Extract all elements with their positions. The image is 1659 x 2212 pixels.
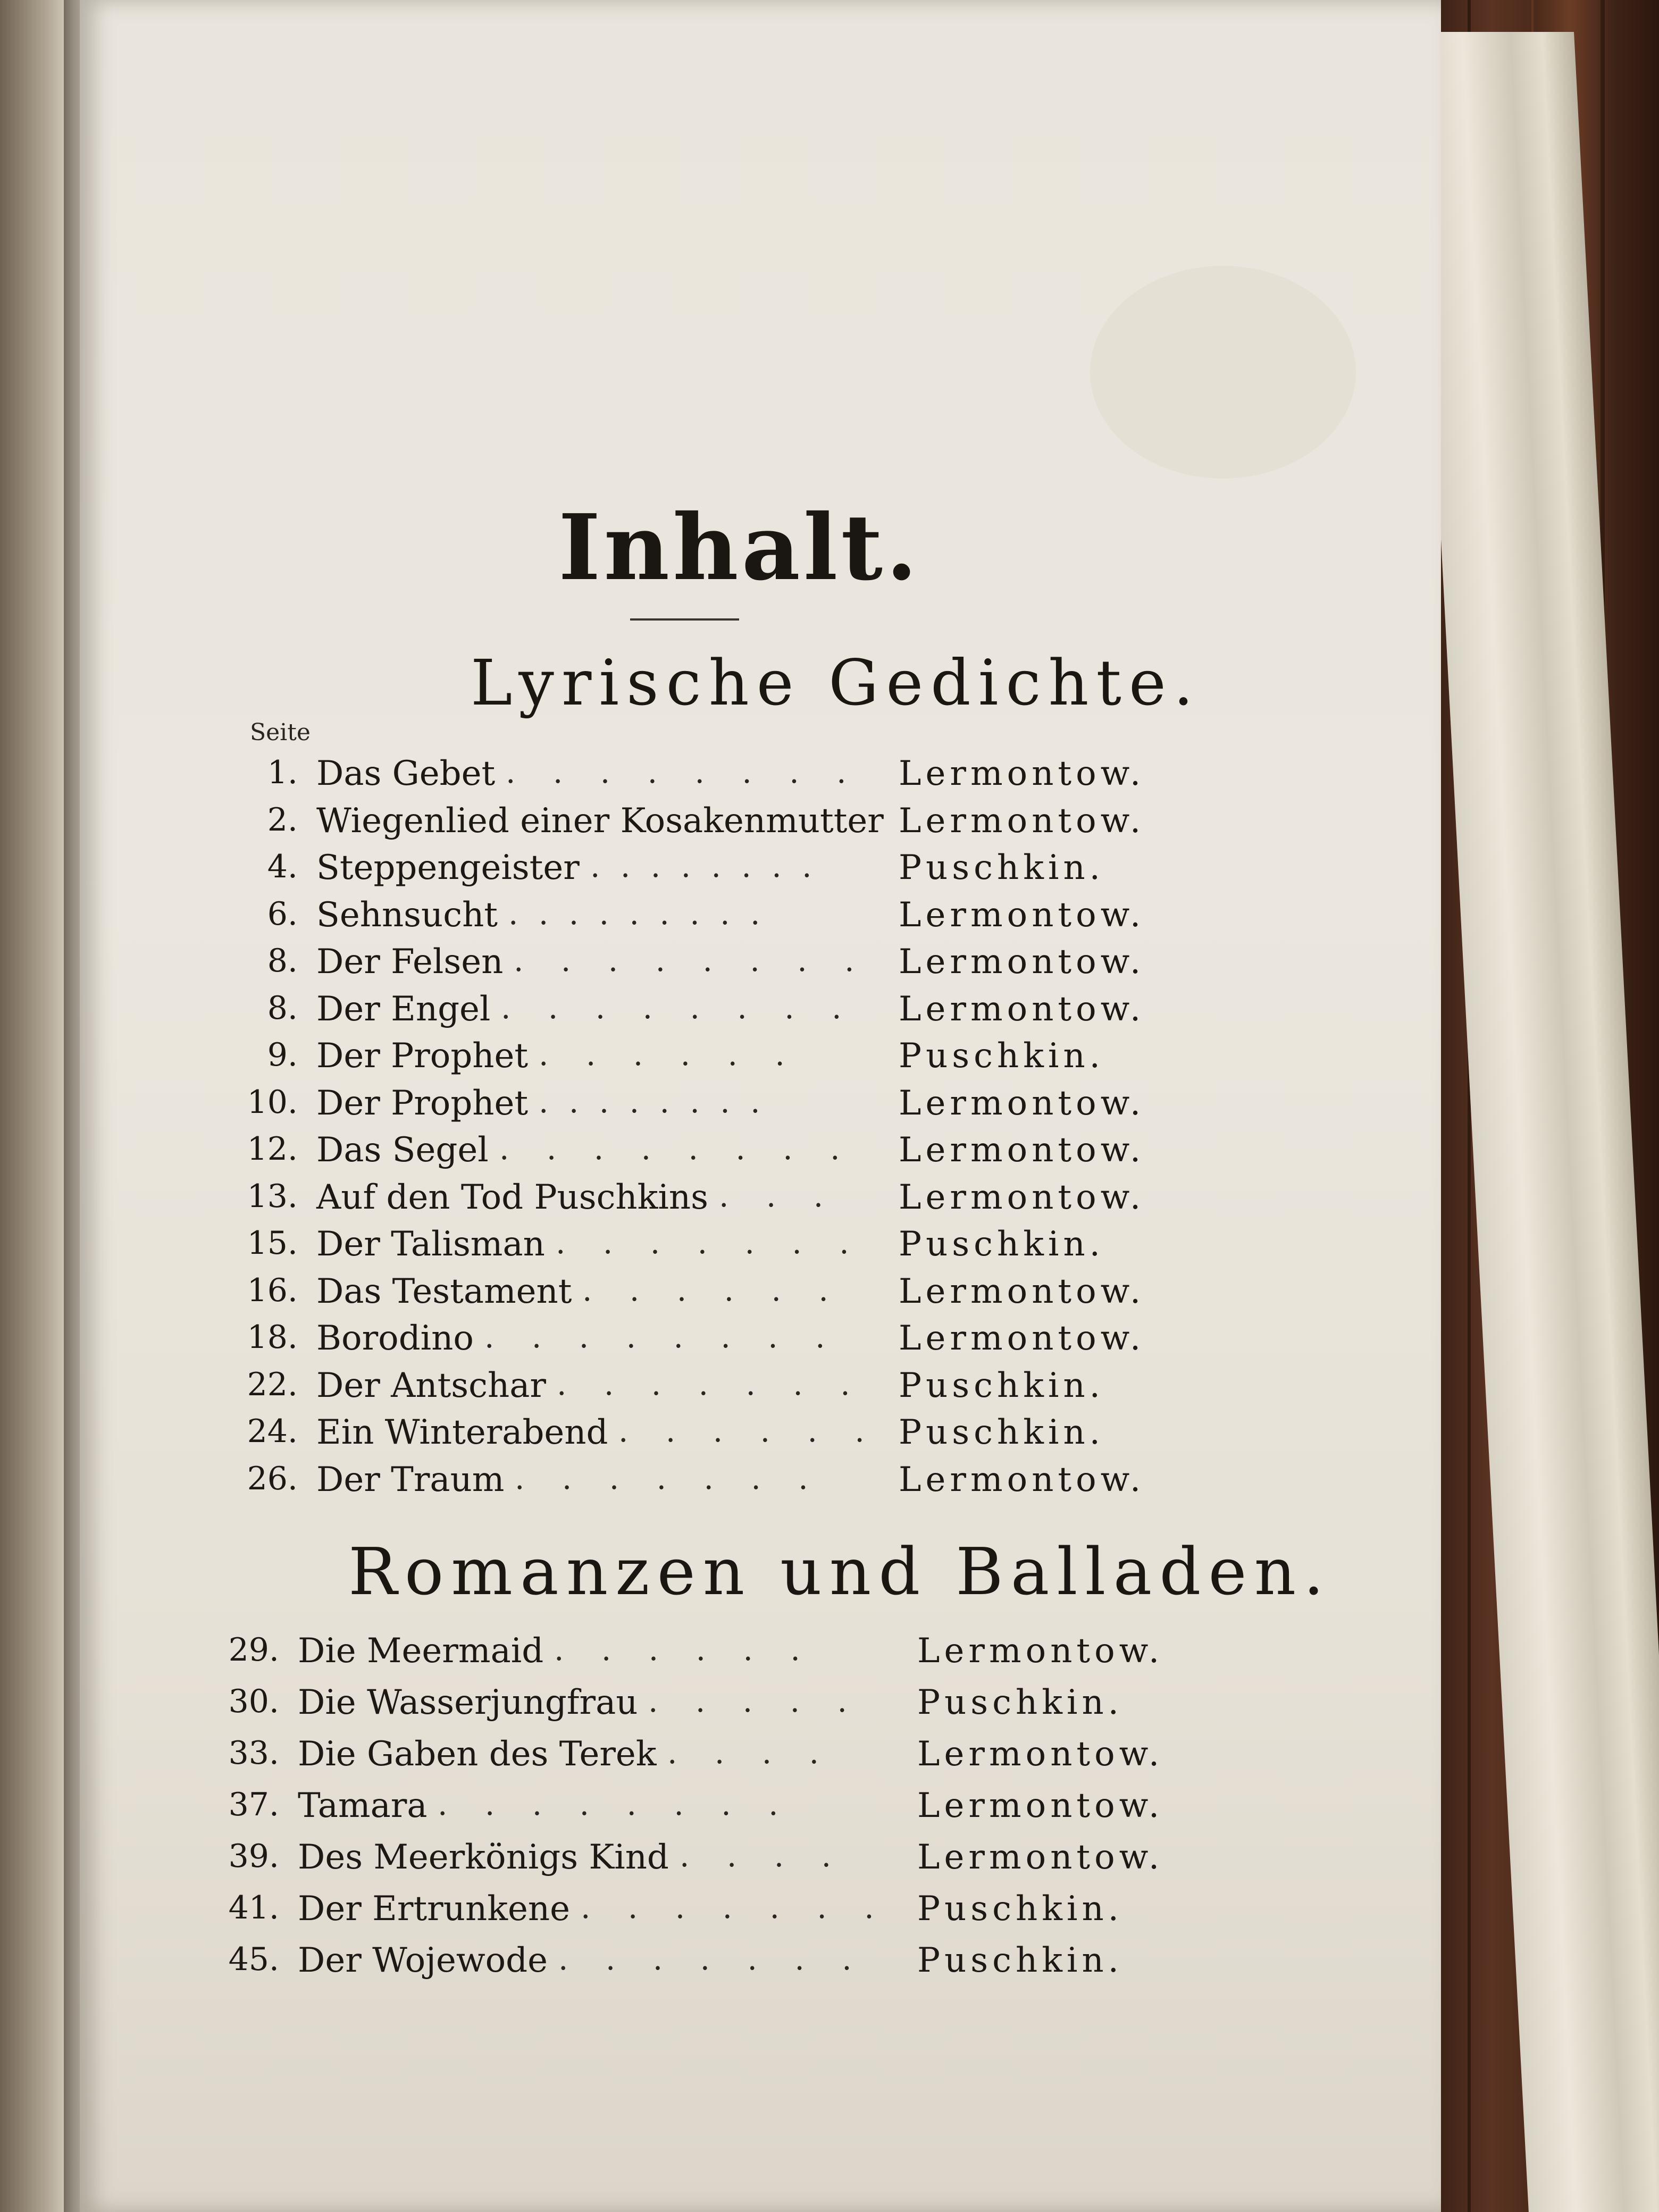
toc-author: Lermontow. [917,1631,1164,1671]
section-heading-lyric: Lyrische Gedichte. [471,646,1201,719]
toc-author: Puschkin. [917,1941,1123,1980]
toc-title: Sehnsucht [316,895,498,935]
toc-entry [229,1319,1239,1361]
toc-page-number: 26. [247,1460,298,1497]
toc-entry [229,1366,1239,1409]
toc-author: Puschkin. [917,1683,1123,1722]
toc-author: Lermontow. [899,895,1145,935]
toc-entry [210,1631,1220,1674]
toc-entry [229,754,1239,797]
toc-author: Puschkin. [899,1413,1104,1452]
section-heading-ballads: Romanzen und Balladen. [348,1534,1331,1610]
toc-page-number: 41. [228,1889,279,1926]
toc-leader-dots: . . . . . . [582,1271,842,1308]
toc-page-number: 6. [267,895,298,933]
toc-author: Lermontow. [917,1838,1164,1877]
toc-title: Die Wasserjungfrau [298,1683,638,1722]
toc-title: Der Traum [316,1460,505,1499]
toc-leader-dots: . . . . . . . . . [508,895,766,932]
toc-leader-dots: . . . . . . . [557,1365,864,1402]
toc-title: Der Prophet [316,1036,529,1076]
toc-title: Die Meermaid [298,1631,544,1671]
paper-stain [1090,266,1356,479]
toc-author: Puschkin. [899,848,1104,887]
toc-entry [210,1838,1220,1880]
toc-entry [210,1735,1220,1777]
toc-author: Lermontow. [899,989,1145,1029]
toc-leader-dots: . . . . . . . [515,1460,822,1496]
toc-author: Lermontow. [899,1460,1145,1499]
toc-page-number: 1. [267,754,298,791]
toc-title: Der Wojewode [298,1941,548,1980]
toc-leader-dots: . . . . . . . . [484,1319,839,1355]
toc-title: Der Felsen [316,942,504,982]
toc-leader-dots: . . . . . . . [558,1941,866,1977]
toc-entry [229,1272,1239,1314]
toc-leader-dots: . . . . . . . . [501,989,856,1026]
seite-column-label: Seite [250,719,311,746]
toc-page-number: 33. [228,1735,279,1772]
toc-page-number: 10. [247,1083,298,1121]
toc-page-number: 15. [247,1225,298,1262]
toc-page-number: 37. [228,1786,279,1823]
toc-leader-dots: . . . . . . . . [590,848,817,884]
toc-title: Auf den Tod Puschkins [316,1177,708,1217]
toc-title: Die Gaben des Terek [298,1735,657,1774]
toc-page-number: 45. [228,1941,279,1978]
toc-title: Der Prophet [316,1083,529,1123]
toc-title: Tamara [298,1786,428,1825]
toc-author: Lermontow. [917,1786,1164,1825]
toc-entry [229,1178,1239,1220]
toc-leader-dots: . . . . [680,1838,845,1874]
toc-entry [229,895,1239,938]
toc-author: Lermontow. [899,754,1145,793]
toc-entry [229,990,1239,1032]
toc-entry [229,801,1239,844]
toc-leader-dots: . . . . . . . . [438,1786,792,1822]
toc-entry [229,1225,1239,1267]
toc-page-number: 8. [267,942,298,979]
toc-title: Das Testament [316,1271,572,1311]
toc-leader-dots: . . . . . . . . [499,1130,854,1167]
toc-entry [229,848,1239,891]
toc-entry [229,1036,1239,1079]
toc-title: Borodino [316,1319,474,1358]
toc-page-number: 39. [228,1838,279,1875]
toc-leader-dots: . . . . . . . [556,1225,863,1261]
toc-entry [210,1683,1220,1725]
toc-page-number: 12. [247,1130,298,1168]
toc-leader-dots: . . . . . . . . [539,1083,766,1120]
toc-leader-dots: . . . . . . [539,1036,799,1073]
toc-title: Der Ertrunkene [298,1889,570,1929]
toc-page-number: 16. [247,1271,298,1309]
toc-page-number: 22. [247,1365,298,1403]
toc-author: Lermontow. [899,1130,1145,1170]
toc-entry [210,1786,1220,1829]
toc-leader-dots: . . . . . . . [581,1889,888,1925]
toc-entry [229,1084,1239,1126]
toc-page-number: 8. [267,989,298,1027]
toc-author: Puschkin. [899,1365,1104,1405]
toc-leader-dots: . . . . [667,1735,833,1771]
toc-author: Lermontow. [899,1271,1145,1311]
toc-page-number: 24. [247,1413,298,1450]
toc-title: Der Talisman [316,1225,545,1264]
toc-leader-dots: . . . . . [648,1683,861,1719]
toc-title: Der Antschar [316,1365,546,1405]
toc-title: Das Segel [316,1130,489,1170]
toc-page-number: 18. [247,1319,298,1356]
toc-leader-dots: . . . . . . . . [514,942,868,978]
toc-author: Puschkin. [899,1225,1104,1264]
toc-page-number: 9. [267,1036,298,1074]
toc-entry [210,1889,1220,1932]
toc-entry [210,1941,1220,1983]
toc-page-number: 30. [228,1683,279,1720]
toc-title: Der Engel [316,989,491,1029]
title-divider [630,618,739,621]
toc-title: Das Gebet [316,754,496,793]
toc-author: Lermontow. [899,942,1145,982]
toc-entry [229,1460,1239,1503]
toc-page-number: 13. [247,1177,298,1215]
toc-author: Puschkin. [917,1889,1123,1929]
toc-title: Des Meerkönigs Kind [298,1838,669,1877]
toc-page-number: 4. [267,848,298,885]
toc-title: Ein Winterabend [316,1413,608,1452]
toc-entry [229,1413,1239,1455]
toc-entry [229,1130,1239,1173]
toc-leader-dots: . . . [719,1177,837,1214]
toc-leader-dots: . . . . . . . . [506,754,860,790]
page-title: Inhalt. [558,495,921,601]
toc-entry [229,942,1239,985]
toc-leader-dots: . . . . . . [554,1631,814,1668]
toc-page-number: 29. [228,1631,279,1669]
toc-page-number: 2. [267,801,298,839]
toc-author: Lermontow. [917,1735,1164,1774]
toc-author: Puschkin. [899,1036,1104,1076]
toc-author: Lermontow. [899,1177,1145,1217]
toc-title: Wiegenlied einer Kosakenmutter [316,801,884,841]
toc-author: Lermontow. [899,1319,1145,1358]
toc-author: Lermontow. [899,801,1145,841]
toc-leader-dots: . . . . . . [618,1413,878,1449]
toc-title: Steppengeister [316,848,580,887]
toc-author: Lermontow. [899,1083,1145,1123]
